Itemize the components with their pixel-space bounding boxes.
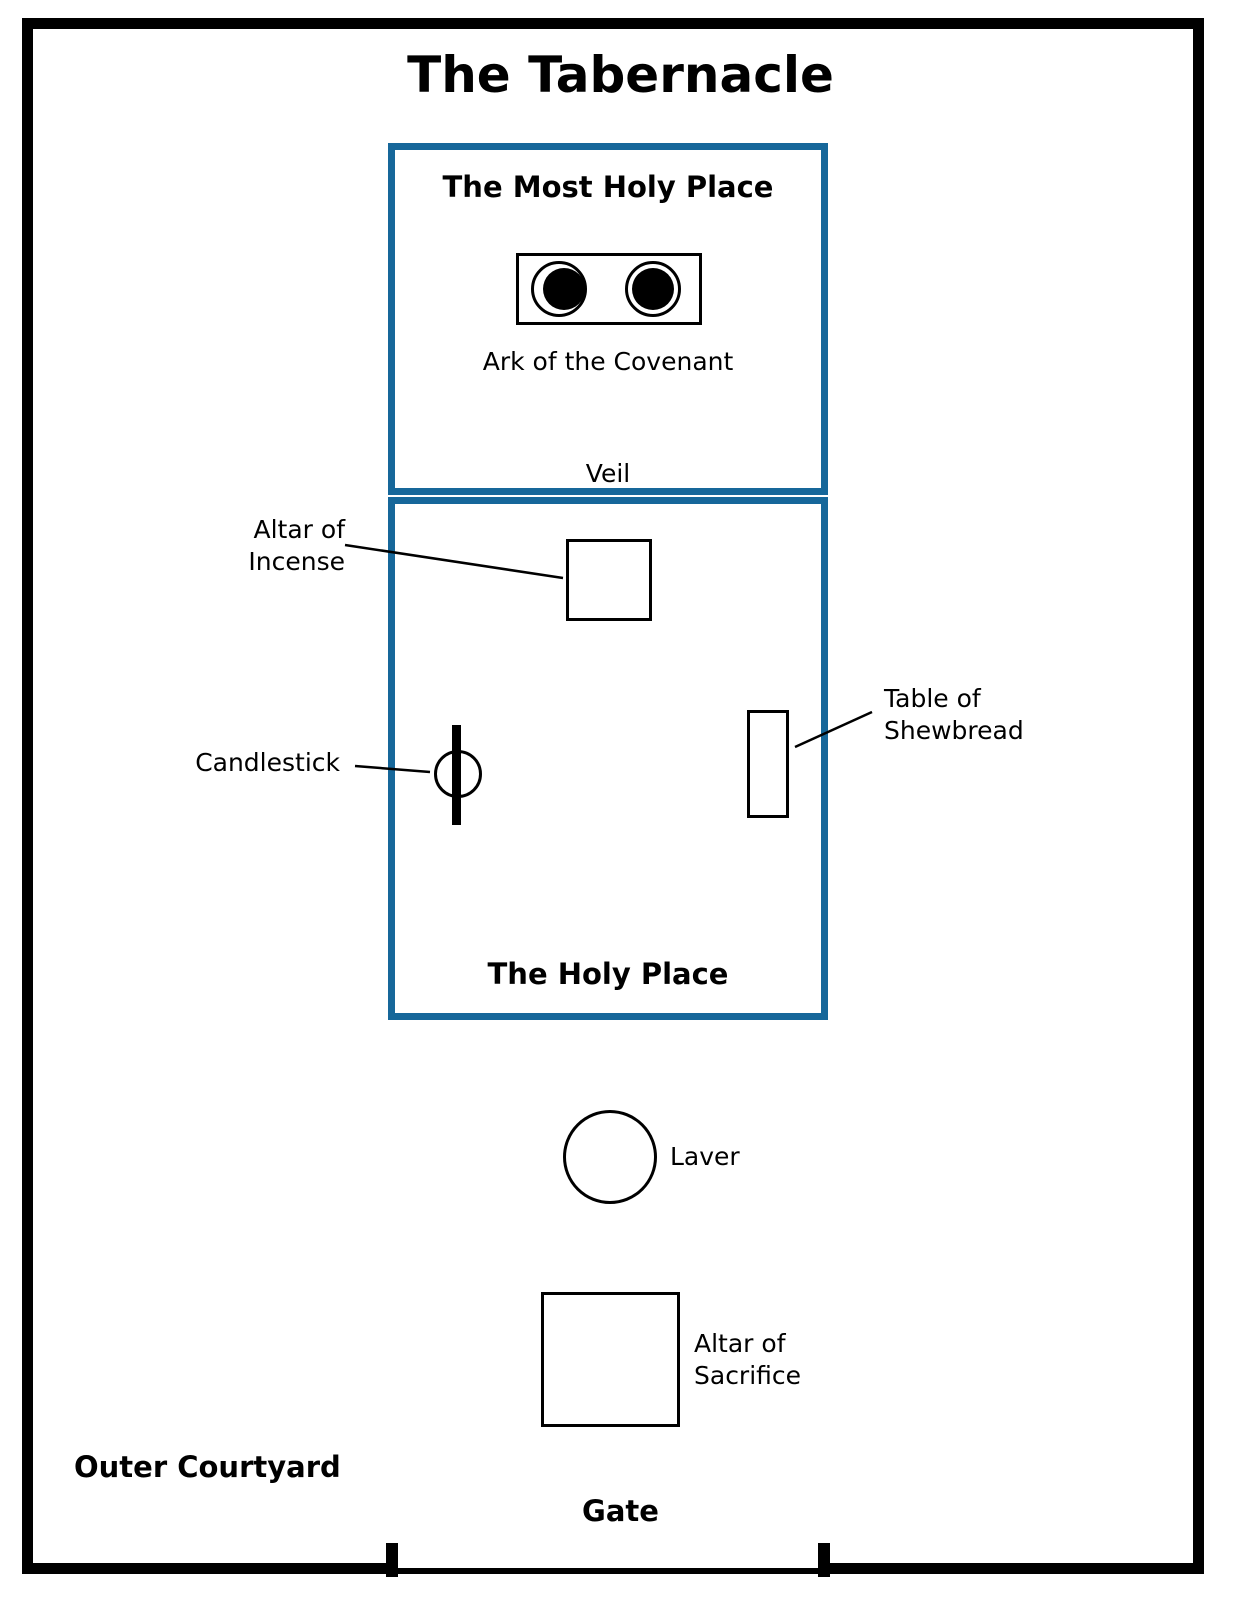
table-of-shewbread-icon <box>747 710 789 818</box>
ark-label: Ark of the Covenant <box>482 347 734 376</box>
gate-label: Gate <box>582 1494 659 1528</box>
page-title: The Tabernacle <box>407 46 834 104</box>
outer-courtyard-label: Outer Courtyard <box>74 1450 341 1484</box>
candlestick-label: Candlestick <box>195 748 340 777</box>
table-of-shewbread-label <box>884 683 1084 747</box>
altar-of-incense-label <box>180 514 345 578</box>
altar-of-incense-label-line2: Incense <box>248 547 345 576</box>
cherub-right-body-icon <box>632 268 674 310</box>
altar-of-sacrifice-label <box>694 1328 894 1392</box>
table-of-shewbread-label-line2: Shewbread <box>884 716 1024 745</box>
altar-of-sacrifice-label-line2: Sacrifice <box>694 1361 802 1390</box>
altar-of-sacrifice-label-line1: Altar of <box>694 1329 786 1358</box>
holy-place-label: The Holy Place <box>487 957 729 991</box>
veil-label: Veil <box>585 459 631 488</box>
laver-label: Laver <box>670 1142 740 1171</box>
table-of-shewbread-label-line1: Table of <box>884 684 981 713</box>
cherub-left-body-icon <box>543 268 585 310</box>
gate-opening <box>392 1552 824 1568</box>
altar-of-incense-label-line1: Altar of <box>253 515 345 544</box>
laver-icon <box>563 1110 657 1204</box>
altar-of-incense-icon <box>566 539 652 621</box>
altar-of-sacrifice-icon <box>541 1292 680 1427</box>
gate-post-right-icon <box>818 1543 830 1577</box>
gate-post-left-icon <box>386 1543 398 1577</box>
most-holy-place-label: The Most Holy Place <box>442 170 774 204</box>
candlestick-ring-icon <box>434 750 482 798</box>
